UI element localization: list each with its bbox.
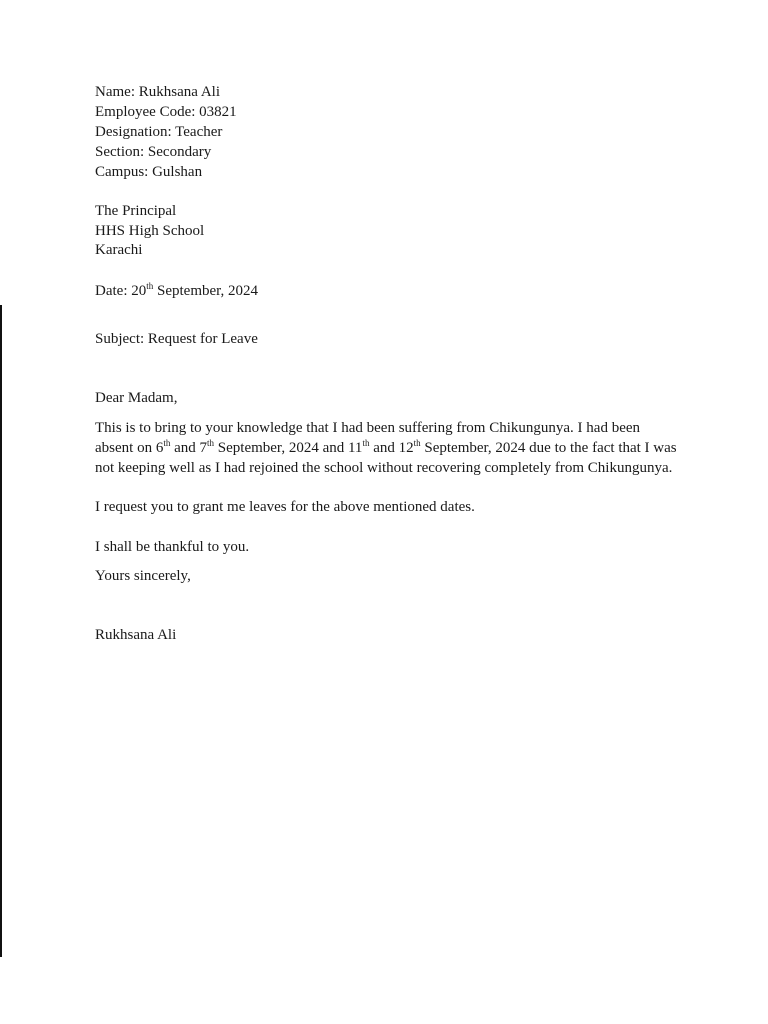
recipient-school: HHS High School — [95, 223, 205, 239]
thanks-line: I shall be thankful to you. — [95, 539, 250, 555]
recipient-city: Karachi — [95, 242, 143, 258]
letter-date: Date: 20th September, 2024 — [95, 281, 259, 299]
sender-name: Name: Rukhsana Ali — [95, 84, 220, 100]
body-line-2: absent on 6th and 7th September, 2024 and 11th and 12th September, 2024 due to the fact that I was — [95, 438, 677, 456]
letter-subject: Subject: Request for Leave — [95, 331, 258, 347]
request-paragraph: I request you to grant me leaves for the above mentioned dates. — [95, 499, 475, 515]
closing-line: Yours sincerely, — [95, 568, 191, 584]
recipient-title: The Principal — [95, 203, 177, 219]
sender-employee-code: Employee Code: 03821 — [95, 104, 237, 120]
body-line-3: not keeping well as I had rejoined the school without recovering completely from Chikungunya. — [95, 460, 673, 476]
sender-section: Section: Secondary — [95, 144, 212, 160]
body-line-1: This is to bring to your knowledge that I had been suffering from Chikungunya. I had been — [95, 420, 641, 436]
body-paragraph — [95, 418, 720, 478]
signature-name: Rukhsana Ali — [95, 627, 177, 643]
sender-designation: Designation: Teacher — [95, 124, 223, 140]
page-edge-shadow — [0, 305, 2, 957]
sender-campus: Campus: Gulshan — [95, 164, 203, 180]
salutation: Dear Madam, — [95, 390, 178, 406]
